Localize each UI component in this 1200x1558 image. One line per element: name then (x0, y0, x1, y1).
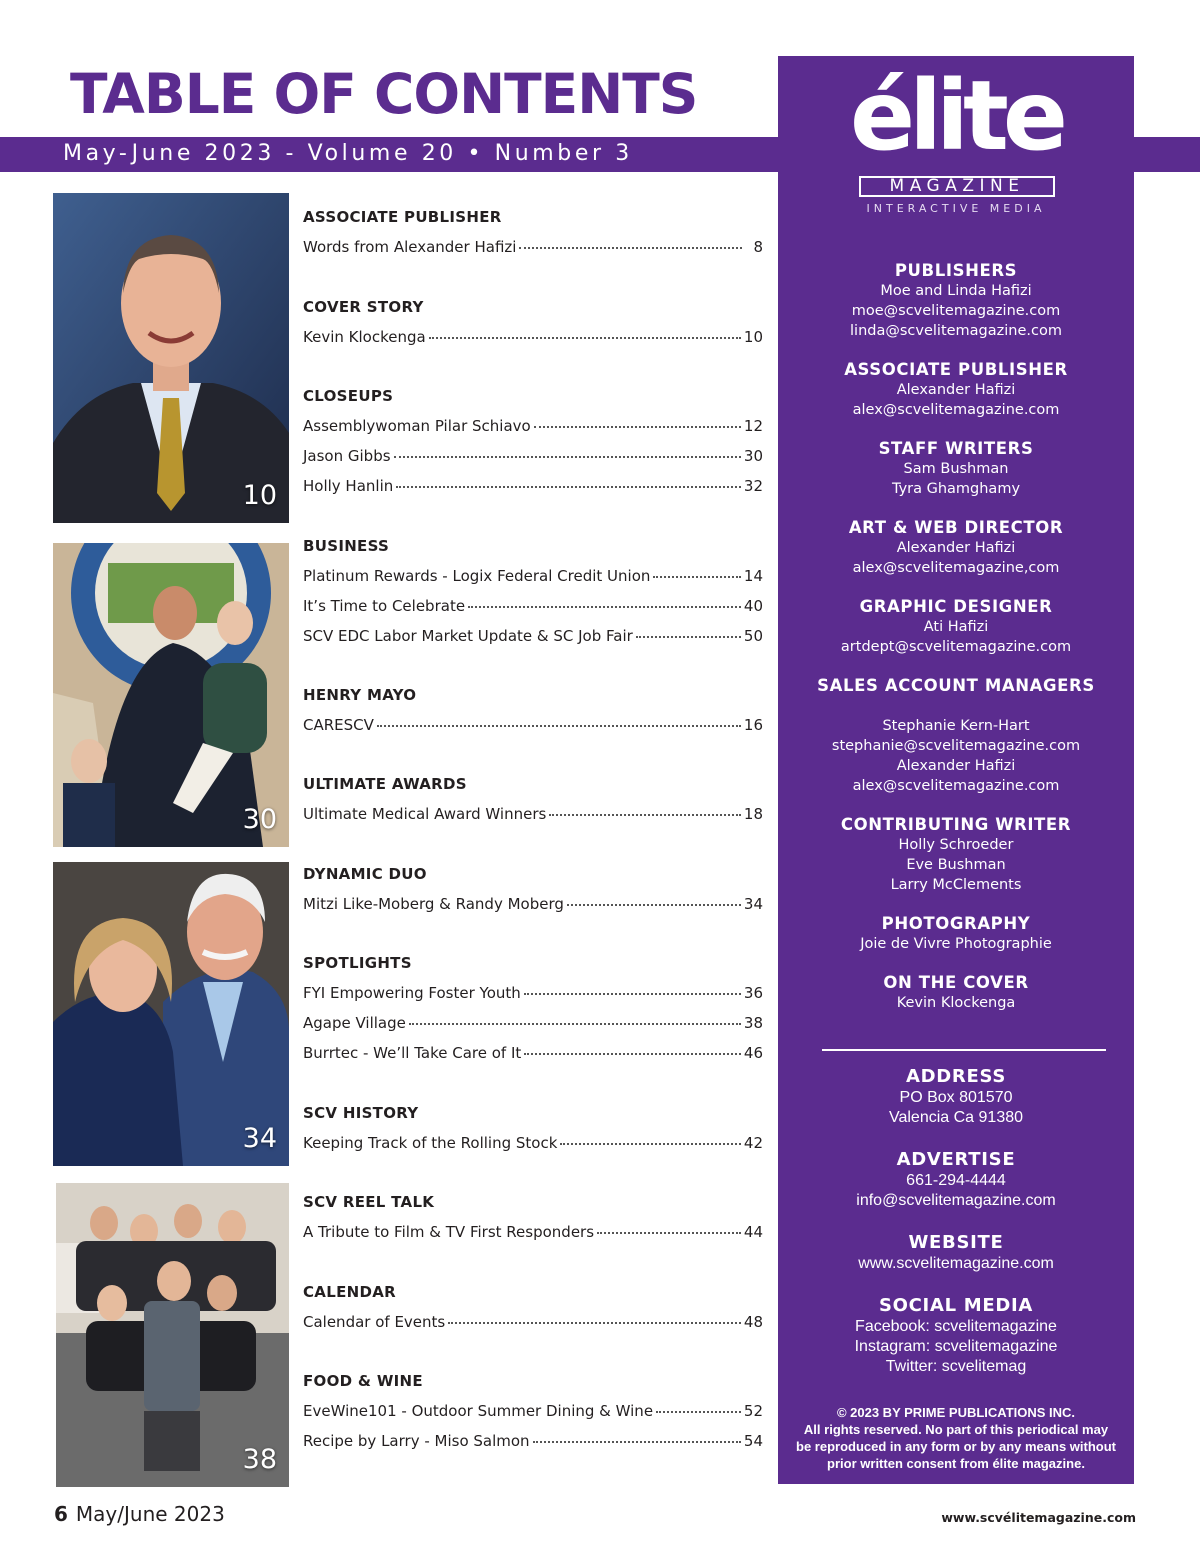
staff-email[interactable]: stephanie@scvelitemagazine.com (831, 738, 1081, 754)
dot-leader (409, 1023, 741, 1025)
dot-leader (656, 1411, 741, 1413)
entry-page: 30 (743, 447, 763, 465)
toc-section-ultimate-awards (303, 775, 763, 825)
toc-section-scv-reel-talk (303, 1193, 763, 1243)
entry-page: 32 (743, 477, 763, 495)
toc-section-cover-story (303, 298, 763, 348)
staff-heading: PUBLISHERS (894, 261, 1018, 280)
entry-page: 44 (743, 1223, 763, 1241)
contact-line: PO Box 801570 (899, 1089, 1013, 1106)
dot-leader (549, 814, 741, 816)
toc-section-dynamic-duo (303, 865, 763, 915)
staff-block-photography (778, 914, 1134, 954)
sidebar-divider (822, 1049, 1106, 1051)
entry-title: Agape Village (303, 1014, 406, 1032)
toc-entry[interactable] (303, 795, 763, 825)
contact-heading: SOCIAL MEDIA (878, 1295, 1034, 1316)
copyright-line: prior written consent from élite magazine. (827, 1456, 1085, 1471)
staff-block-associate-publisher (778, 360, 1134, 420)
copyright-notice (778, 1404, 1134, 1472)
social-twitter[interactable]: Twitter: scvelitemag (885, 1358, 1027, 1375)
elite-logo-magazine: MAGAZINE (859, 176, 1055, 197)
dot-leader (534, 426, 741, 428)
dot-leader (377, 725, 741, 727)
staff-email[interactable]: linda@scvelitemagazine.com (850, 323, 1062, 339)
photo-closeups (53, 543, 289, 847)
entry-title: It’s Time to Celebrate (303, 597, 466, 615)
staff-block-staff-writers (778, 439, 1134, 499)
toc-section-business (303, 537, 763, 647)
staff-line: Kevin Klockenga (896, 995, 1016, 1011)
staff-block-publishers (778, 261, 1134, 341)
dot-leader (448, 1322, 741, 1324)
entry-title: EveWine101 - Outdoor Summer Dining & Wine (303, 1402, 654, 1420)
entry-title: A Tribute to Film & TV First Responders (303, 1223, 595, 1241)
contact-block-address (778, 1066, 1134, 1128)
staff-email[interactable]: moe@scvelitemagazine.com (851, 303, 1061, 319)
entry-title: SCV EDC Labor Market Update & SC Job Fair (303, 627, 633, 645)
entry-title: Burrtec - We’ll Take Care of It (303, 1044, 522, 1062)
toc-entry[interactable] (303, 885, 763, 915)
contact-heading: ADDRESS (906, 1066, 1006, 1087)
staff-block-art-web-director (778, 518, 1134, 578)
dot-leader (597, 1232, 741, 1234)
section-heading: FOOD & WINE (303, 1372, 423, 1390)
toc-entry[interactable] (303, 407, 763, 437)
dot-leader (394, 456, 741, 458)
issue-line: May-June 2023 - Volume 20 • Number 3 (63, 141, 633, 166)
dot-leader (429, 337, 741, 339)
toc-entry[interactable] (303, 557, 763, 587)
copyright-line: © 2023 BY PRIME PUBLICATIONS INC. (836, 1405, 1076, 1420)
footer-date: May/June 2023 (75, 1502, 225, 1526)
toc-entry[interactable] (303, 1004, 763, 1034)
photo-page-number: 30 (242, 804, 277, 835)
entry-title: Keeping Track of the Rolling Stock (303, 1134, 558, 1152)
staff-email[interactable]: alex@scvelitemagazine,com (852, 560, 1060, 576)
staff-line: Stephanie Kern-Hart (882, 718, 1030, 734)
staff-block-graphic-designer (778, 597, 1134, 657)
dot-leader (636, 636, 741, 638)
staff-heading: GRAPHIC DESIGNER (859, 597, 1053, 616)
entry-title: Recipe by Larry - Miso Salmon (303, 1432, 530, 1450)
entry-title: Assemblywoman Pilar Schiavo (303, 417, 531, 435)
staff-line: Eve Bushman (906, 857, 1006, 873)
social-instagram[interactable]: Instagram: scvelitemagazine (854, 1338, 1058, 1355)
entry-title: FYI Empowering Foster Youth (303, 984, 521, 1002)
toc-section-closeups (303, 387, 763, 497)
toc-entry[interactable] (303, 1422, 763, 1452)
toc-section-henry-mayo (303, 686, 763, 736)
staff-line: Sam Bushman (903, 461, 1009, 477)
toc-entry[interactable] (303, 706, 763, 736)
photo-spotlights (56, 1183, 289, 1487)
photo-page-number: 10 (242, 480, 277, 511)
dot-leader (396, 486, 741, 488)
staff-block-on-the-cover (778, 973, 1134, 1013)
staff-line: Moe and Linda Hafizi (880, 283, 1032, 299)
photo-page-number: 38 (242, 1444, 277, 1475)
entry-page: 48 (743, 1313, 763, 1331)
entry-page: 40 (743, 597, 763, 615)
staff-list (778, 261, 1134, 1032)
section-heading: ULTIMATE AWARDS (303, 775, 467, 793)
entry-page: 42 (743, 1134, 763, 1152)
contact-heading: ADVERTISE (896, 1149, 1016, 1170)
section-heading: SCV REEL TALK (303, 1193, 435, 1211)
dot-leader (533, 1441, 741, 1443)
toc-entry[interactable] (303, 1213, 763, 1243)
entry-title: Mitzi Like-Moberg & Randy Moberg (303, 895, 564, 913)
entry-title: Words from Alexander Hafizi (303, 238, 517, 256)
entry-title: Jason Gibbs (303, 447, 391, 465)
photo-dynamic-duo (53, 862, 289, 1166)
staff-heading: ART & WEB DIRECTOR (848, 518, 1064, 537)
toc-section-associate-publisher (303, 208, 763, 258)
entry-page: 50 (743, 627, 763, 645)
staff-line: Alexander Hafizi (896, 540, 1016, 556)
section-heading: ASSOCIATE PUBLISHER (303, 208, 502, 226)
toc-section-calendar (303, 1283, 763, 1333)
entry-page: 12 (743, 417, 763, 435)
entry-title: Kevin Klockenga (303, 328, 426, 346)
section-heading: SCV HISTORY (303, 1104, 419, 1122)
staff-heading: CONTRIBUTING WRITER (840, 815, 1072, 834)
toc-section-food-wine (303, 1372, 763, 1452)
footer-page-number: 6 (54, 1502, 68, 1526)
staff-line: Holly Schroeder (898, 837, 1014, 853)
website-link[interactable]: www.scvelitemagazine.com (858, 1255, 1054, 1272)
toc-entry[interactable] (303, 318, 763, 348)
staff-heading: PHOTOGRAPHY (881, 914, 1031, 933)
toc-section-scv-history (303, 1104, 763, 1154)
entry-title: Calendar of Events (303, 1313, 446, 1331)
staff-line: Tyra Ghamghamy (891, 481, 1021, 497)
staff-block-sales-account-managers (778, 676, 1134, 796)
staff-heading: ON THE COVER (883, 973, 1029, 992)
toc-entry[interactable] (303, 974, 763, 1004)
section-heading: HENRY MAYO (303, 686, 417, 704)
contact-block-website (778, 1232, 1134, 1274)
section-heading: SPOTLIGHTS (303, 954, 412, 972)
entry-page: 36 (743, 984, 763, 1002)
entry-title: Ultimate Medical Award Winners (303, 805, 547, 823)
toc-entry[interactable] (303, 1124, 763, 1154)
dot-leader (524, 993, 741, 995)
dot-leader (519, 247, 742, 249)
staff-line: Joie de Vivre Photographie (860, 936, 1052, 952)
entry-page: 54 (743, 1432, 763, 1450)
entry-title: Platinum Rewards - Logix Federal Credit Union (303, 567, 651, 585)
toc-entry[interactable] (303, 1303, 763, 1333)
page-title: TABLE OF CONTENTS (70, 62, 698, 126)
toc-section-spotlights (303, 954, 763, 1064)
staff-line: Alexander Hafizi (896, 758, 1016, 774)
toc-entry[interactable] (303, 437, 763, 467)
entry-page: 16 (743, 716, 763, 734)
entry-page: 8 (753, 238, 763, 256)
contact-phone[interactable]: 661-294-4444 (906, 1172, 1006, 1189)
social-facebook[interactable]: Facebook: scvelitemagazine (855, 1318, 1057, 1335)
contact-line: Valencia Ca 91380 (888, 1109, 1024, 1126)
entry-title: Holly Hanlin (303, 477, 394, 495)
elite-logo-tagline: INTERACTIVE MEDIA (866, 202, 1046, 215)
elite-logo-wordmark: élite (850, 60, 1062, 172)
staff-line: Larry McClements (890, 877, 1022, 893)
masthead-sidebar (778, 56, 1134, 1484)
photo-cover-story (53, 193, 289, 523)
dot-leader (567, 904, 741, 906)
staff-email[interactable]: artdept@scvelitemagazine.com (840, 639, 1072, 655)
staff-heading: ASSOCIATE PUBLISHER (844, 360, 1068, 379)
staff-heading: STAFF WRITERS (878, 439, 1034, 458)
entry-page: 52 (743, 1402, 763, 1420)
toc-entry[interactable] (303, 228, 763, 258)
section-heading: COVER STORY (303, 298, 424, 316)
toc-entry[interactable] (303, 1034, 763, 1064)
contact-heading: WEBSITE (908, 1232, 1004, 1253)
entry-page: 10 (743, 328, 763, 346)
section-heading: DYNAMIC DUO (303, 865, 427, 883)
footer-folio (54, 1502, 225, 1526)
staff-email[interactable]: alex@scvelitemagazine.com (852, 778, 1060, 794)
staff-heading: SALES ACCOUNT MANAGERS (817, 676, 1095, 695)
staff-line: Ati Hafizi (923, 619, 989, 635)
staff-email[interactable]: alex@scvelitemagazine.com (852, 402, 1060, 418)
entry-page: 18 (743, 805, 763, 823)
section-heading: BUSINESS (303, 537, 390, 555)
contact-list (778, 1066, 1134, 1398)
contact-email[interactable]: info@scvelitemagazine.com (856, 1192, 1056, 1209)
toc-entry[interactable] (303, 587, 763, 617)
contact-block-social-media (778, 1295, 1134, 1377)
dot-leader (653, 576, 741, 578)
entry-page: 38 (743, 1014, 763, 1032)
contact-block-advertise (778, 1149, 1134, 1211)
photo-page-number: 34 (242, 1123, 277, 1154)
footer-url[interactable]: www.scvélitemagazine.com (941, 1510, 1136, 1525)
section-heading: CALENDAR (303, 1283, 396, 1301)
dot-leader (524, 1053, 741, 1055)
entry-page: 14 (743, 567, 763, 585)
dot-leader (560, 1143, 741, 1145)
staff-block-contributing-writer (778, 815, 1134, 895)
toc-entry[interactable] (303, 617, 763, 647)
toc-entry[interactable] (303, 1392, 763, 1422)
entry-title: CARESCV (303, 716, 374, 734)
entry-page: 34 (743, 895, 763, 913)
section-heading: CLOSEUPS (303, 387, 394, 405)
toc-entry[interactable] (303, 467, 763, 497)
staff-line: Alexander Hafizi (896, 382, 1016, 398)
dot-leader (468, 606, 741, 608)
entry-page: 46 (743, 1044, 763, 1062)
copyright-line: be reproduced in any form or by any means without (796, 1439, 1116, 1454)
copyright-line: All rights reserved. No part of this periodical may (803, 1422, 1109, 1437)
